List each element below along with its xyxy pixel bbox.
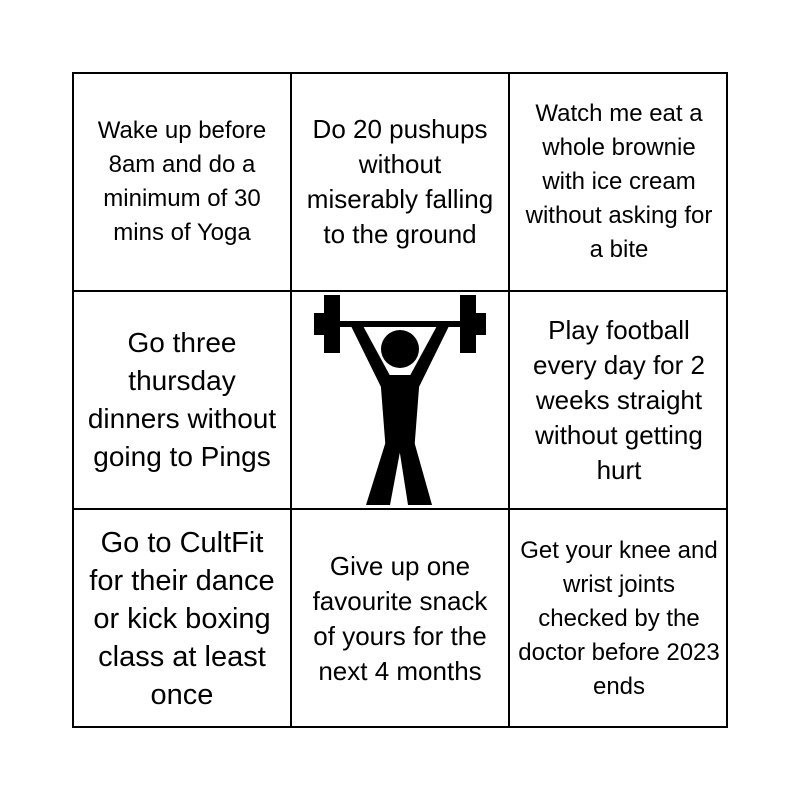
cell-text: Go three thursday dinners without going to Pings [87,327,277,472]
cell-text: Give up one favourite snack of yours for the next 4 months [312,551,488,686]
cell-text: Go to CultFit for their dance or kick boxing class at least once [89,527,275,711]
bingo-cell-3[interactable] [510,74,728,292]
bingo-cell-1[interactable] [74,74,292,292]
cell-text: Do 20 pushups without miserably falling to the ground [306,114,494,249]
bingo-cell-8[interactable] [292,510,510,728]
bingo-card [72,72,728,728]
bingo-cell-6[interactable] [510,292,728,510]
bingo-cell-9[interactable] [510,510,728,728]
bingo-cell-4[interactable] [74,292,292,510]
weightlifter-icon [310,291,490,509]
cell-text: Play football every day for 2 weeks straight without getting hurt [533,314,705,485]
bingo-cell-7[interactable] [74,510,292,728]
bingo-cell-free[interactable] [292,292,510,510]
cell-text: Watch me eat a whole brownie with ice cream without asking for a bite [525,100,713,263]
cell-text: Wake up before 8am and do a minimum of 30 mins of Yoga [97,117,267,246]
bingo-cell-2[interactable] [292,74,510,292]
cell-text: Get your knee and wrist joints checked by the doctor before 2023 ends [518,537,720,700]
